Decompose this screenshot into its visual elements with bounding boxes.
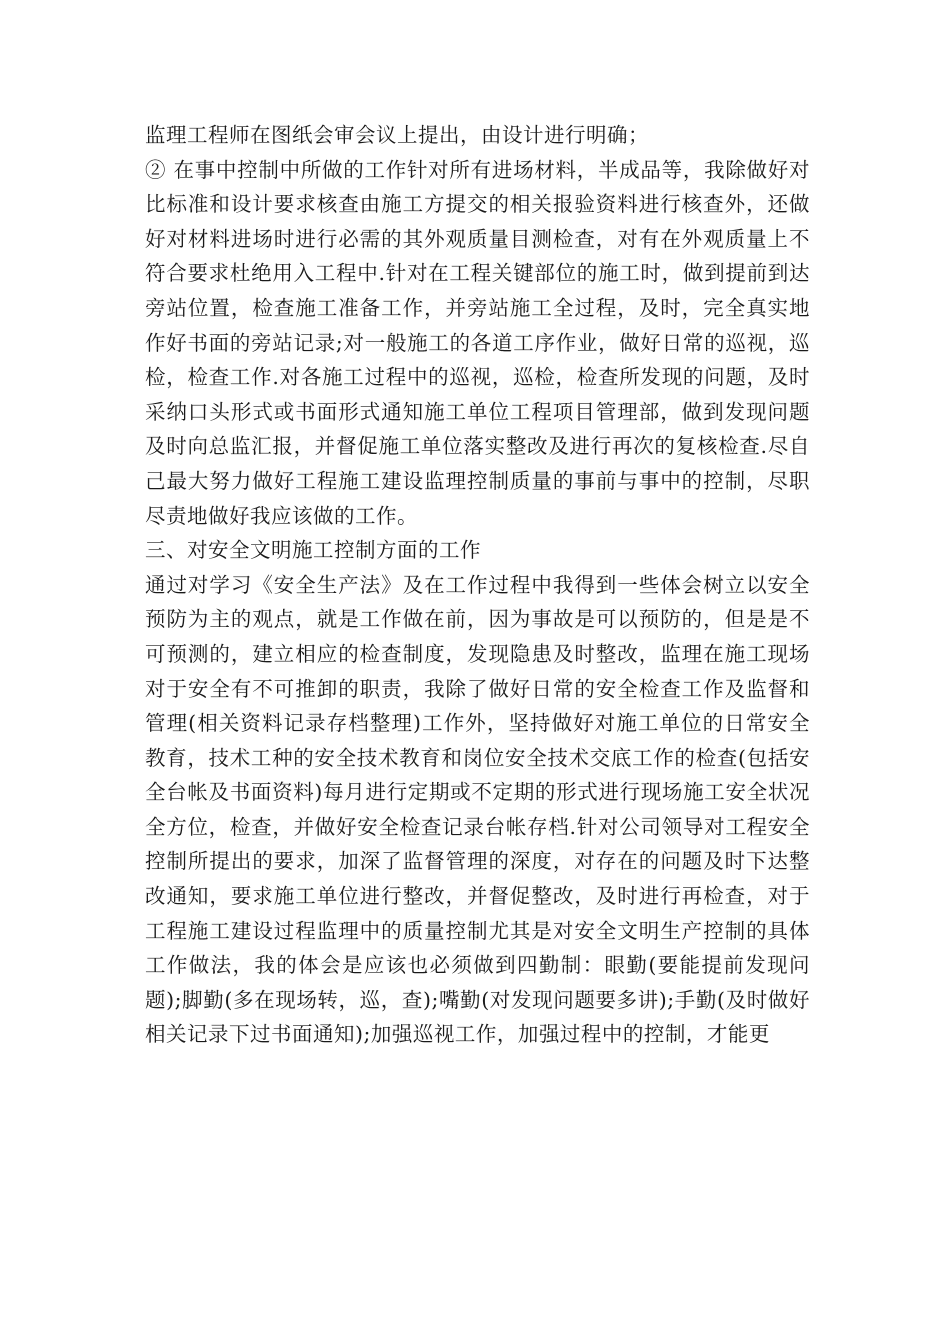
paragraph-safety-work: 通过对学习《安全生产法》及在工作过程中我得到一些体会树立以安全预防为主的观点，就是工作做在前，因为事故是可以预防的，但是是不可预测的，建立相应的检查制度，发现隐患及时整改，监理在施工现场对于安全有不可推卸的职责，我除了做好日常的安全检查工作及监督和管理(相关资料记录存档整理)工作外，坚持做好对施工单位的日常安全教育，技术工种的安全技术教育和岗位安全技术交底工作的检查(包括安全台帐及书面资料)每月进行定期或不定期的形式进行现场施工安全状况全方位，检查，并做好安全检查记录台帐存档.针对公司领导对工程安全控制所提出的要求，加深了监督管理的深度，对存在的问题及时下达整改通知，要求施工单位进行整改，并督促整改，及时进行再检查，对于工程施工建设过程监理中的质量控制尤其是对安全文明生产控制的具体工作做法，我的体会是应该也必须做到四勤制：眼勤(要能提前发现问题);脚勤(多在现场转，巡，查);嘴勤(对发现问题要多讲);手勤(及时做好相关记录下过书面通知);加强巡视工作，加强过程中的控制，才能更 [145, 572, 810, 1047]
document-body [145, 118, 810, 1052]
paragraph-in-process-control: ② 在事中控制中所做的工作针对所有进场材料，半成品等，我除做好对比标准和设计要求核查由施工方提交的相关报验资料进行核查外，还做好对材料进场时进行必需的其外观质量目测检查，对有在外观质量上不符合要求杜绝用入工程中.针对在工程关键部位的施工时，做到提前到达旁站位置，检查施工准备工作，并旁站施工全过程，及时，完全真实地作好书面的旁站记录;对一般施工的各道工序作业，做好日常的巡视，巡检，检查工作.对各施工过程中的巡视，巡检，检查所发现的问题，及时采纳口头形式或书面形式通知施工单位工程项目管理部，做到发现问题及时向总监汇报，并督促施工单位落实整改及进行再次的复核检查.尽自己最大努力做好工程施工建设监理控制质量的事前与事中的控制，尽职尽责地做好我应该做的工作。 [145, 157, 810, 528]
section-heading-safety: 三、对安全文明施工控制方面的工作 [145, 538, 481, 563]
paragraph-design-clarification: 监理工程师在图纸会审会议上提出，由设计进行明确； [145, 123, 649, 147]
